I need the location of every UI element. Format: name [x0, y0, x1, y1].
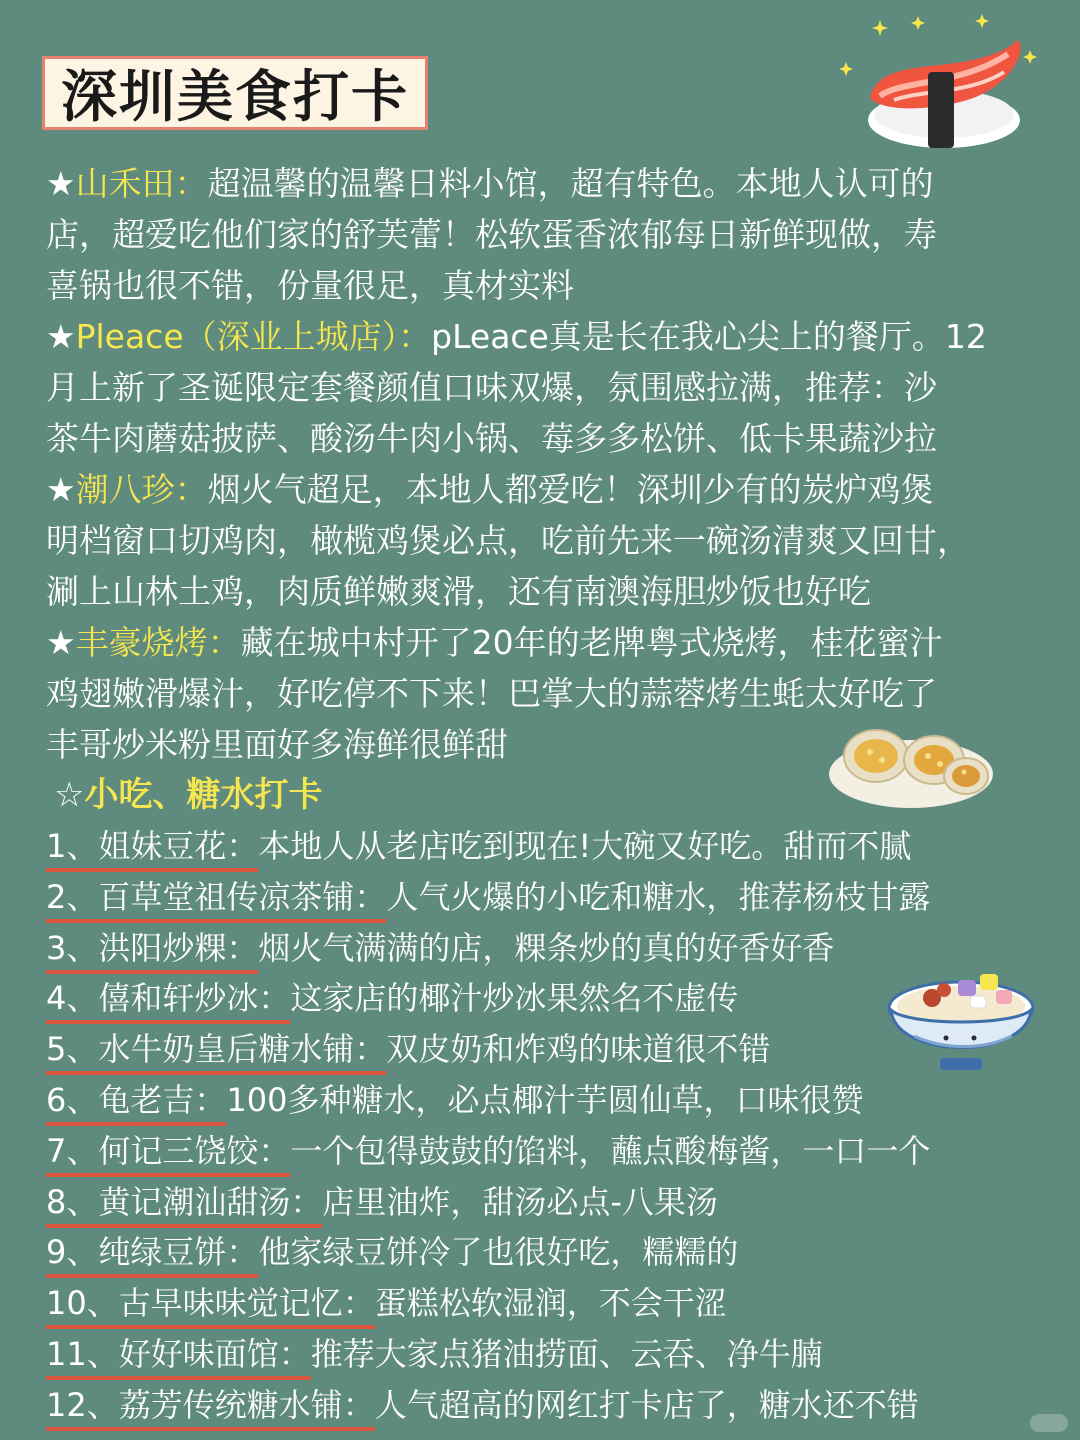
list-item-desc: 店里油炸，甜汤必点-八果汤 [322, 1182, 718, 1221]
list-item-desc: 100多种糖水，必点椰汁芋圆仙草，口味很赞 [226, 1080, 864, 1119]
restaurant-name: 山禾田： [75, 164, 208, 203]
list-item-desc: 蛋糕松软湿润，不会干涩 [374, 1284, 727, 1323]
list-item [46, 1380, 1046, 1431]
star-icon: ★ [46, 470, 76, 509]
list-item [46, 1024, 1046, 1075]
list-item-name: 4、僖和轩炒冰： [46, 976, 290, 1024]
list-item-desc: 人气火爆的小吃和糖水，推荐杨枝甘露 [386, 877, 931, 916]
list-item-name: 5、水牛奶皇后糖水铺： [46, 1027, 386, 1075]
restaurant-entry [46, 464, 1046, 515]
list-item-name: 3、洪阳炒粿： [46, 926, 258, 974]
restaurant-name: 丰豪烧烤： [75, 623, 241, 662]
list-item [46, 1075, 1046, 1126]
restaurant-desc: 超温馨的温馨日料小馆，超有特色。本地人认可的 [207, 164, 934, 203]
star-icon: ★ [46, 317, 76, 356]
restaurant-desc: 喜锅也很不错，份量很足，真材实料 [46, 266, 574, 305]
page-title: 深圳美食打卡 [61, 65, 409, 130]
list-item-name: 7、何记三饶饺： [46, 1129, 290, 1177]
restaurant-desc: pLeace真是长在我心尖上的餐厅。12 [431, 317, 987, 356]
list-item [46, 1329, 1046, 1380]
list-item-name: 1、姐妹豆花： [46, 824, 258, 872]
restaurant-desc: 明档窗口切鸡肉，橄榄鸡煲必点，吃前先来一碗汤清爽又回甘， [46, 521, 970, 560]
list-item [46, 1278, 1046, 1329]
restaurant-entry [46, 158, 1046, 209]
list-item [46, 1126, 1046, 1177]
restaurant-desc: 鸡翅嫩滑爆汁，好吃停不下来！巴掌大的蒜蓉烤生蚝太好吃了 [46, 674, 937, 713]
list-item [46, 821, 1046, 872]
restaurant-name: Pleace（深业上城店）： [75, 317, 432, 356]
list-item [46, 1177, 1046, 1228]
list-item-desc: 人气超高的网红打卡店了，糖水还不错 [374, 1385, 919, 1424]
star-icon: ★ [46, 164, 76, 203]
list-item-desc: 双皮奶和炸鸡的味道很不错 [386, 1030, 771, 1069]
restaurant-entry [46, 617, 1046, 668]
restaurant-desc: 店，超爱吃他们家的舒芙蕾！松软蛋香浓郁每日新鲜现做，寿 [46, 215, 937, 254]
list-item [46, 1227, 1046, 1278]
restaurant-desc: 涮上山林土鸡，肉质鲜嫩爽滑，还有南澳海胆炒饭也好吃 [46, 572, 871, 611]
snacks-heading-text: 小吃、糖水打卡 [84, 775, 323, 815]
list-item-name: 12、荔芳传统糖水铺： [46, 1383, 375, 1431]
list-item-desc: 他家绿豆饼冷了也很好吃，糯糯的 [258, 1233, 739, 1272]
list-item-desc: 推荐大家点猪油捞面、云吞、净牛腩 [310, 1334, 823, 1373]
snacks-heading [46, 770, 1046, 821]
content-area [46, 158, 1046, 1431]
list-item-name: 8、黄记潮汕甜汤： [46, 1180, 322, 1228]
restaurant-desc: 藏在城中村开了20年的老牌粤式烧烤，桂花蜜汁 [240, 623, 943, 662]
restaurant-entry [46, 311, 1046, 362]
watermark-badge [1030, 1414, 1068, 1432]
list-item-name: 11、好好味面馆： [46, 1332, 311, 1380]
list-item-desc: 这家店的椰汁炒冰果然名不虚传 [290, 979, 739, 1018]
title-box [42, 56, 428, 130]
list-item [46, 923, 1046, 974]
list-item-name: 9、纯绿豆饼： [46, 1230, 258, 1278]
restaurant-desc: 烟火气超足，本地人都爱吃！深圳少有的炭炉鸡煲 [207, 470, 934, 509]
restaurant-desc: 月上新了圣诞限定套餐颜值口味双爆，氛围感拉满，推荐：沙 [46, 368, 937, 407]
list-item-name: 2、百草堂祖传凉茶铺： [46, 875, 386, 923]
list-item-name: 10、古早味味觉记忆： [46, 1281, 375, 1329]
list-item-name: 6、龟老吉： [46, 1078, 226, 1126]
list-item [46, 973, 1046, 1024]
hollow-star-icon: ☆ [54, 775, 85, 815]
star-icon: ★ [46, 623, 76, 662]
restaurant-name: 潮八珍： [75, 470, 208, 509]
list-item-desc: 一个包得鼓鼓的馅料，蘸点酸梅酱，一口一个 [290, 1131, 931, 1170]
list-item [46, 872, 1046, 923]
restaurant-desc: 茶牛肉蘑菇披萨、酸汤牛肉小锅、莓多多松饼、低卡果蔬沙拉 [46, 419, 937, 458]
list-item-desc: 烟火气满满的店，粿条炒的真的好香好香 [258, 928, 835, 967]
list-item-desc: 本地人从老店吃到现在!大碗又好吃。甜而不腻 [258, 827, 912, 865]
sushi-icon [840, 10, 1040, 150]
restaurant-desc: 丰哥炒米粉里面好多海鲜很鲜甜 [46, 725, 508, 764]
